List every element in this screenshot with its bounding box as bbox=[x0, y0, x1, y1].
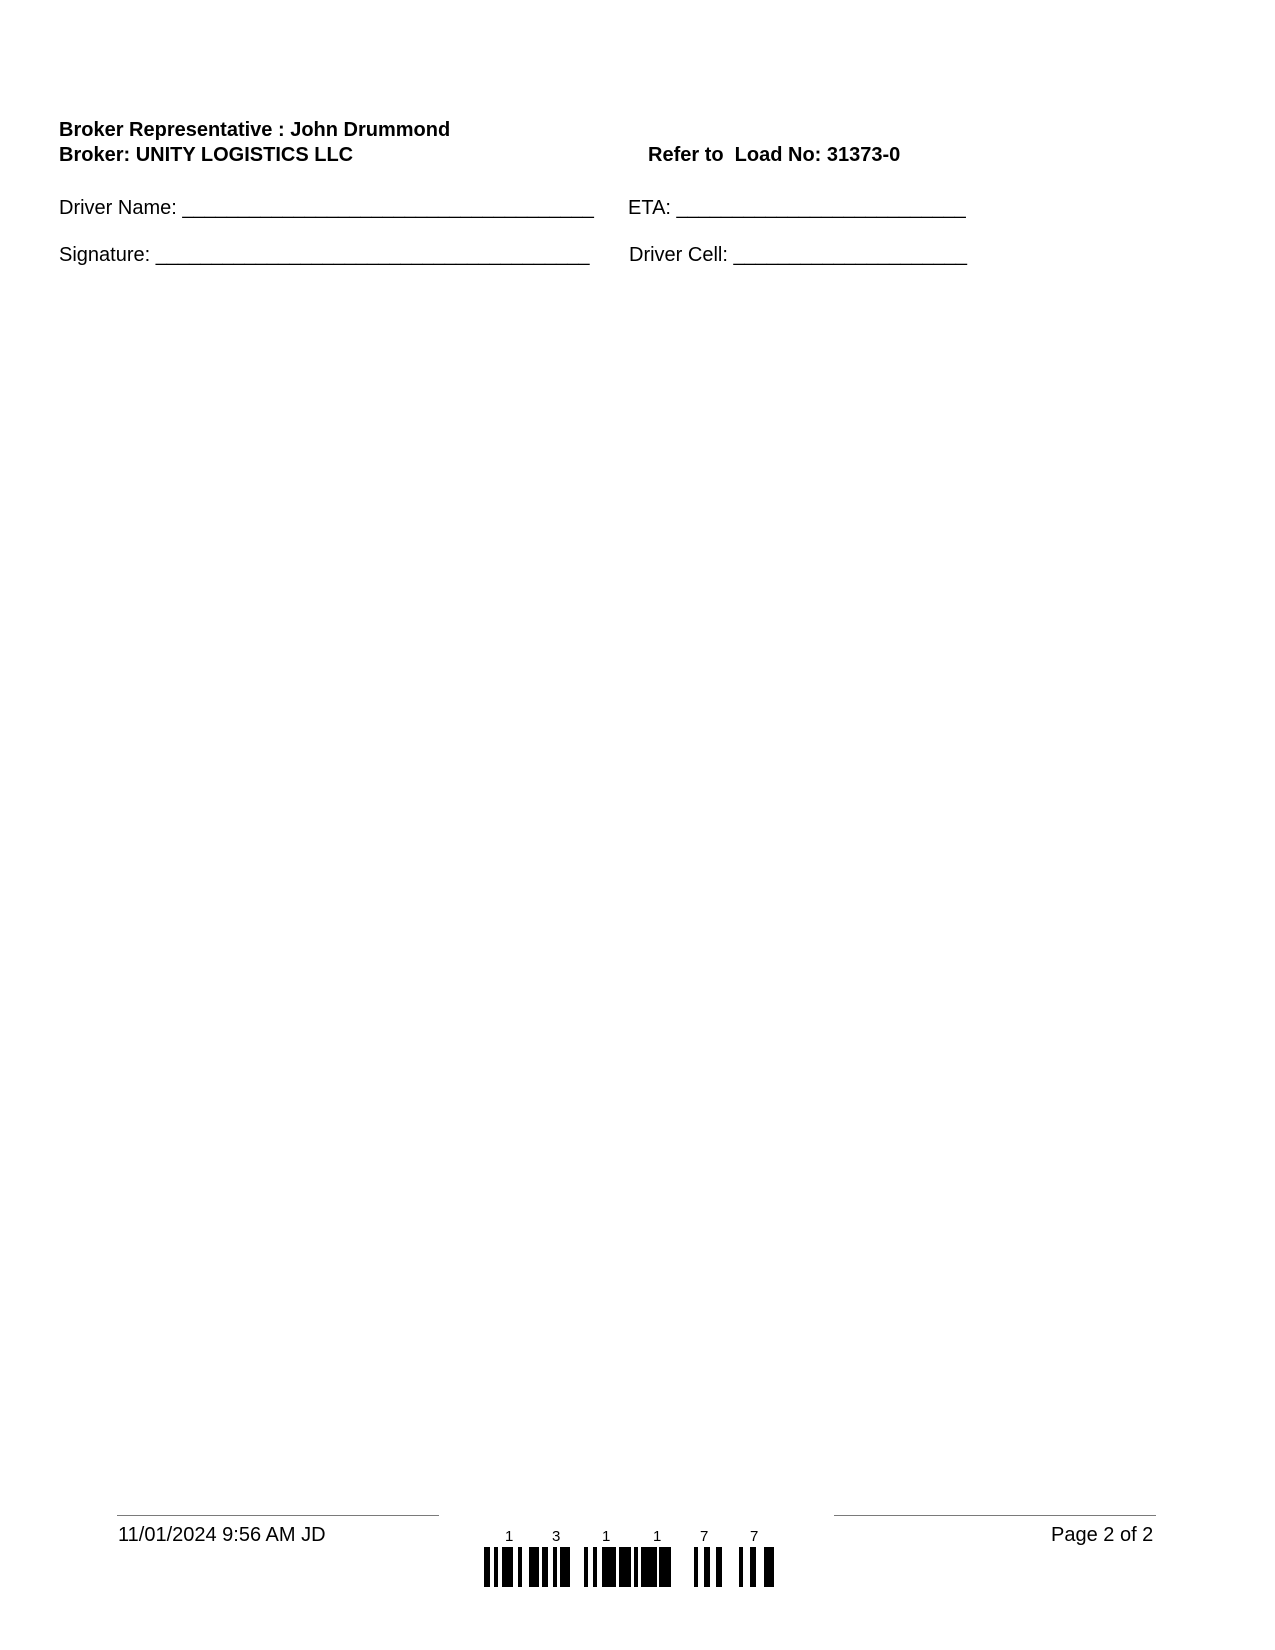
barcode-digit: 1 bbox=[602, 1528, 611, 1545]
barcode-digit: 1 bbox=[505, 1528, 514, 1545]
footer-left-rule bbox=[117, 1515, 439, 1516]
barcode-digits bbox=[480, 1528, 780, 1546]
barcode bbox=[484, 1547, 789, 1587]
footer-timestamp: 11/01/2024 9:56 AM JD bbox=[118, 1524, 326, 1546]
eta-field[interactable]: ETA: __________________________ bbox=[628, 197, 966, 219]
driver-name-field[interactable]: Driver Name: _____________________________________ bbox=[59, 197, 594, 219]
driver-cell-field[interactable]: Driver Cell: _____________________ bbox=[629, 244, 968, 266]
signature-field[interactable]: Signature: _______________________________________ bbox=[59, 244, 590, 266]
barcode-digit: 3 bbox=[552, 1528, 561, 1545]
broker-name: Broker: UNITY LOGISTICS LLC bbox=[59, 144, 354, 166]
footer-right-rule bbox=[834, 1515, 1156, 1516]
barcode-digit: 1 bbox=[653, 1528, 662, 1545]
load-reference: Refer to Load No: 31373-0 bbox=[648, 144, 901, 166]
footer-page-number: Page 2 of 2 bbox=[1051, 1524, 1154, 1546]
broker-representative: Broker Representative : John Drummond bbox=[59, 119, 451, 141]
barcode-digit: 7 bbox=[700, 1528, 709, 1545]
barcode-digit: 7 bbox=[750, 1528, 759, 1545]
